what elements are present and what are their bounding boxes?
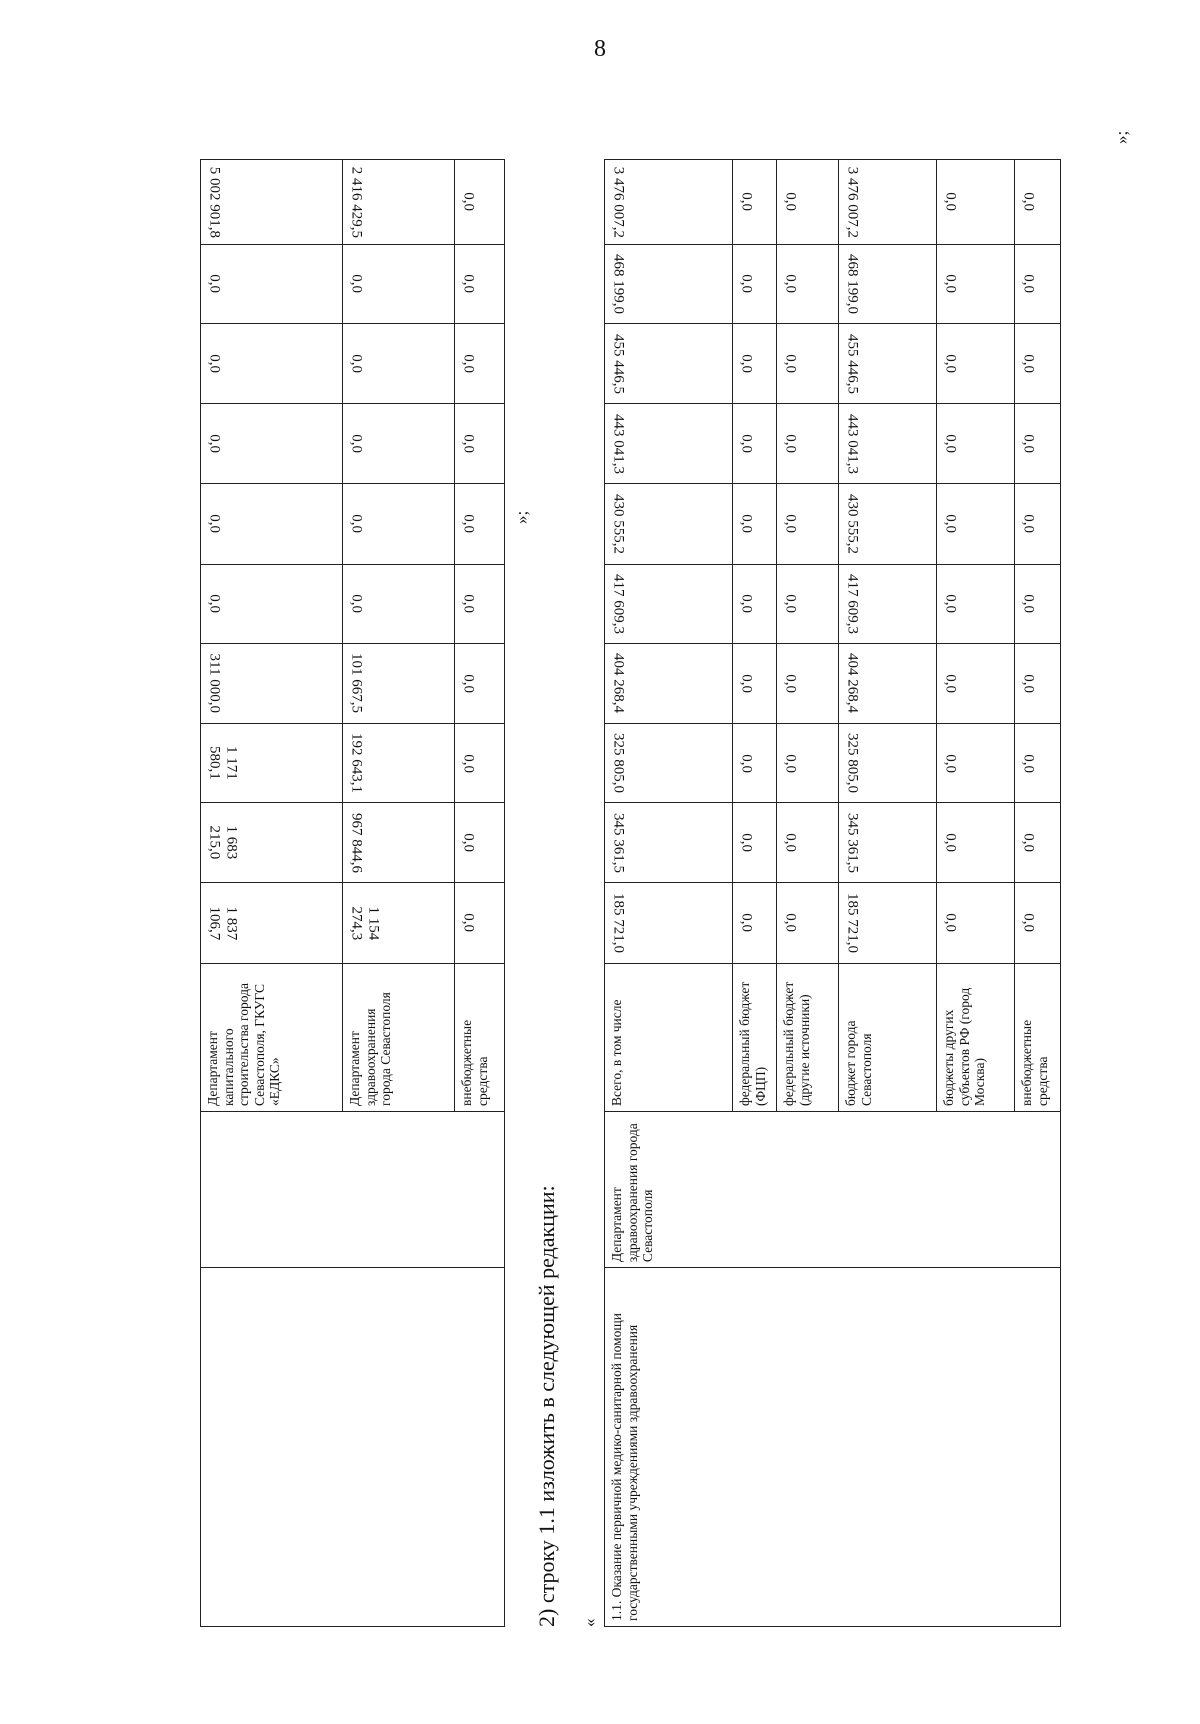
value-cell-total: 0,0	[455, 160, 505, 245]
value-cell: 0,0	[201, 323, 343, 403]
value-cell: 443 041,3	[605, 404, 733, 484]
value-cell: 0,0	[1015, 883, 1061, 963]
value-cell: 1 154 274,3	[343, 883, 455, 963]
value-cell: 0,0	[733, 484, 777, 564]
value-cell-total: 3 476 007,2	[839, 160, 937, 245]
value-cell: 430 555,2	[839, 484, 937, 564]
value-cell: 0,0	[937, 484, 1015, 564]
value-cell: 0,0	[455, 244, 505, 323]
value-cell: 404 268,4	[839, 643, 937, 723]
value-cell: 0,0	[733, 323, 777, 403]
value-cell-total: 3 476 007,2	[605, 160, 733, 245]
closing-quote: »;	[1112, 130, 1131, 144]
value-cell: 0,0	[455, 484, 505, 564]
value-cell: 345 361,5	[605, 803, 733, 883]
value-cell: 0,0	[733, 883, 777, 963]
value-cell: 325 805,0	[839, 724, 937, 803]
funding-source-label: Департамент капитального строительства города Севастополя, ГКУГС «ЕДКС»	[201, 963, 343, 1111]
closing-quote: »;	[512, 510, 531, 524]
value-cell: 0,0	[733, 404, 777, 484]
value-cell: 0,0	[455, 803, 505, 883]
item-1-1-table	[604, 159, 1061, 1627]
value-cell: 311 000,0	[201, 643, 343, 723]
funding-source-label: федеральный бюджет (другие источники)	[777, 963, 839, 1111]
value-cell: 0,0	[777, 724, 839, 803]
funding-source-label: бюджет города Севастополя	[839, 963, 937, 1111]
value-cell: 0,0	[455, 724, 505, 803]
value-cell: 0,0	[733, 724, 777, 803]
executor-name: Департамент здравоохранения города Севастополя	[605, 1112, 1061, 1268]
table-row	[201, 160, 343, 1627]
value-cell: 967 844,6	[343, 803, 455, 883]
value-cell: 0,0	[1015, 564, 1061, 643]
value-cell: 0,0	[777, 404, 839, 484]
value-cell: 0,0	[777, 883, 839, 963]
value-cell: 404 268,4	[605, 643, 733, 723]
value-cell: 430 555,2	[605, 484, 733, 564]
value-cell: 0,0	[1015, 244, 1061, 323]
value-cell: 0,0	[937, 244, 1015, 323]
value-cell: 0,0	[777, 484, 839, 564]
value-cell: 1 837 106,7	[201, 883, 343, 963]
value-cell: 0,0	[733, 803, 777, 883]
value-cell: 0,0	[777, 643, 839, 723]
value-cell: 0,0	[455, 883, 505, 963]
value-cell-total: 0,0	[777, 160, 839, 245]
value-cell: 101 667,5	[343, 643, 455, 723]
value-cell: 0,0	[343, 244, 455, 323]
value-cell-total: 0,0	[733, 160, 777, 245]
value-cell: 325 805,0	[605, 724, 733, 803]
value-cell: 0,0	[937, 564, 1015, 643]
amendment-instruction: 2) строку 1.1 изложить в следующей редакции:	[534, 1185, 559, 1627]
value-cell: 0,0	[733, 244, 777, 323]
value-cell: 0,0	[343, 564, 455, 643]
value-cell: 0,0	[937, 643, 1015, 723]
value-cell: 468 199,0	[605, 244, 733, 323]
funding-table-continuation	[200, 159, 505, 1627]
opening-quote: «	[580, 1618, 599, 1627]
value-cell: 0,0	[937, 883, 1015, 963]
value-cell-total: 5 002 901,8	[201, 160, 343, 245]
value-cell: 417 609,3	[605, 564, 733, 643]
value-cell: 443 041,3	[839, 404, 937, 484]
value-cell: 0,0	[1015, 404, 1061, 484]
value-cell: 0,0	[343, 484, 455, 564]
page-number: 8	[594, 36, 606, 62]
value-cell: 0,0	[201, 244, 343, 323]
funding-source-label: Департамент здравоохранения города Севастополя	[343, 963, 455, 1111]
value-cell: 0,0	[1015, 724, 1061, 803]
value-cell: 0,0	[201, 484, 343, 564]
value-cell: 468 199,0	[839, 244, 937, 323]
value-cell: 0,0	[777, 323, 839, 403]
value-cell: 0,0	[1015, 323, 1061, 403]
value-cell-total: 2 416 429,5	[343, 160, 455, 245]
value-cell: 0,0	[343, 404, 455, 484]
value-cell: 0,0	[733, 643, 777, 723]
value-cell: 0,0	[201, 404, 343, 484]
value-cell: 0,0	[455, 404, 505, 484]
value-cell: 0,0	[777, 244, 839, 323]
value-cell: 0,0	[1015, 484, 1061, 564]
executor-cell-empty	[201, 1112, 505, 1268]
value-cell: 0,0	[777, 564, 839, 643]
value-cell: 455 446,5	[605, 323, 733, 403]
value-cell: 185 721,0	[839, 883, 937, 963]
table-row	[605, 160, 733, 1627]
value-cell-total: 0,0	[937, 160, 1015, 245]
value-cell: 455 446,5	[839, 323, 937, 403]
value-cell: 0,0	[455, 643, 505, 723]
value-cell: 0,0	[455, 323, 505, 403]
funding-source-label: федеральный бюджет (ФЦП)	[733, 963, 777, 1111]
funding-source-label: внебюджетные средства	[455, 963, 505, 1111]
value-cell: 345 361,5	[839, 803, 937, 883]
item-cell-empty	[201, 1268, 505, 1627]
value-cell: 0,0	[937, 404, 1015, 484]
value-cell: 0,0	[937, 803, 1015, 883]
funding-source-label: внебюджетные средства	[1015, 963, 1061, 1111]
value-cell: 0,0	[937, 724, 1015, 803]
value-cell: 185 721,0	[605, 883, 733, 963]
value-cell: 0,0	[733, 564, 777, 643]
value-cell: 1 171 580,1	[201, 724, 343, 803]
value-cell-total: 0,0	[1015, 160, 1061, 245]
value-cell: 417 609,3	[839, 564, 937, 643]
value-cell: 0,0	[1015, 643, 1061, 723]
funding-source-label: Всего, в том числе	[605, 963, 733, 1111]
value-cell: 1 683 215,0	[201, 803, 343, 883]
value-cell: 192 643,1	[343, 724, 455, 803]
value-cell: 0,0	[937, 323, 1015, 403]
value-cell: 0,0	[343, 323, 455, 403]
item-name: 1.1. Оказание первичной медико-санитарной помощи государственными учреждениями здравоохранения	[605, 1268, 1061, 1627]
value-cell: 0,0	[201, 564, 343, 643]
value-cell: 0,0	[1015, 803, 1061, 883]
value-cell: 0,0	[777, 803, 839, 883]
value-cell: 0,0	[455, 564, 505, 643]
funding-source-label: бюджеты других субъектов РФ (город Москва)	[937, 963, 1015, 1111]
